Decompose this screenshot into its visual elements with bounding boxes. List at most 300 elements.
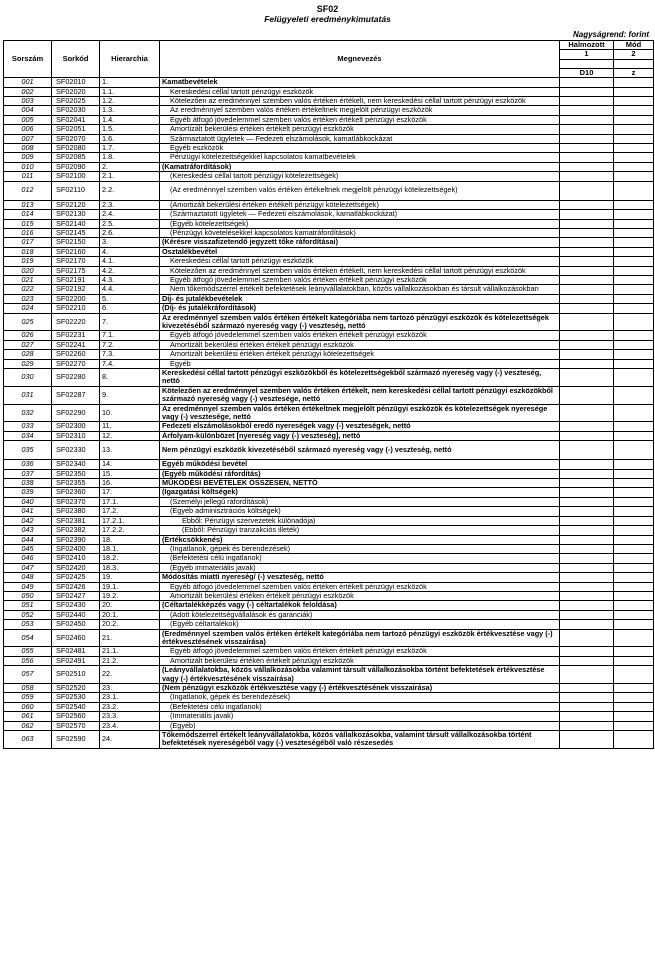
- row-hierarchy: 7.2.: [100, 340, 160, 349]
- row-code: SF02370: [52, 497, 100, 506]
- row-hierarchy: 2.1.: [100, 172, 160, 181]
- row-value-mod: [614, 125, 654, 134]
- row-number: 046: [4, 554, 52, 563]
- row-code: SF02460: [52, 629, 100, 647]
- row-value-halmozott: [560, 535, 614, 544]
- row-value-mod: [614, 153, 654, 162]
- row-code: SF02427: [52, 591, 100, 600]
- row-number: 006: [4, 125, 52, 134]
- row-value-halmozott: [560, 731, 614, 749]
- row-number: 010: [4, 162, 52, 171]
- col-header-megnevezes: Megnevezés: [160, 41, 560, 78]
- row-value-halmozott: [560, 106, 614, 115]
- row-number: 031: [4, 386, 52, 404]
- row-code: SF02170: [52, 257, 100, 266]
- row-code: SF02231: [52, 331, 100, 340]
- row-code: SF02160: [52, 247, 100, 256]
- row-number: 025: [4, 313, 52, 331]
- row-hierarchy: 1.8.: [100, 153, 160, 162]
- table-row: [4, 460, 654, 469]
- row-description: Egyéb átfogó jövedelemmel szemben valós értéken értékelt pénzügyi eszközök: [160, 647, 560, 656]
- row-value-mod: [614, 441, 654, 460]
- row-description: (Céltartalékképzés vagy (-) céltartalékok feloldása): [160, 601, 560, 610]
- row-number: 022: [4, 285, 52, 294]
- row-description: (Díj- és jutalékráfordítások): [160, 304, 560, 313]
- row-number: 056: [4, 656, 52, 665]
- row-code: SF02220: [52, 313, 100, 331]
- row-value-mod: [614, 684, 654, 693]
- table-row: [4, 702, 654, 711]
- table-row: [4, 369, 654, 387]
- row-value-mod: [614, 97, 654, 106]
- row-description: Amortizált bekerülési értéken értékelt pénzügyi kötelezettségek: [160, 350, 560, 359]
- table-row: [4, 610, 654, 619]
- row-value-mod: [614, 647, 654, 656]
- row-number: 045: [4, 544, 52, 553]
- row-hierarchy: 1.6.: [100, 134, 160, 143]
- table-row: [4, 601, 654, 610]
- table-row: [4, 106, 654, 115]
- row-value-halmozott: [560, 488, 614, 497]
- row-code: SF02090: [52, 162, 100, 171]
- row-description: Az eredménnyel szemben valós értéken értékelt kategóriába nem tartozó pénzügyi eszközök és kötelezettségek kivezetéséből származó nyereség vagy (-) veszteség, nettó: [160, 313, 560, 331]
- row-number: 019: [4, 257, 52, 266]
- row-value-halmozott: [560, 294, 614, 303]
- row-hierarchy: 14.: [100, 460, 160, 469]
- row-hierarchy: 6.: [100, 304, 160, 313]
- row-value-mod: [614, 219, 654, 228]
- col-number-halmozott: 1: [560, 50, 614, 59]
- row-hierarchy: 7.3.: [100, 350, 160, 359]
- row-value-halmozott: [560, 431, 614, 440]
- table-row: [4, 386, 654, 404]
- row-description: (Ingatlanok, gépek és berendezések): [160, 544, 560, 553]
- row-code: SF02300: [52, 422, 100, 431]
- row-number: 052: [4, 610, 52, 619]
- row-hierarchy: 19.2.: [100, 591, 160, 600]
- row-value-mod: [614, 422, 654, 431]
- row-description: (Egyéb céltartalékok): [160, 620, 560, 629]
- row-hierarchy: 2.2.: [100, 181, 160, 200]
- row-description: Amortizált bekerülési értéken értékelt pénzügyi eszközök: [160, 340, 560, 349]
- row-value-halmozott: [560, 238, 614, 247]
- row-number: 057: [4, 666, 52, 684]
- row-description: Egyéb eszközök: [160, 144, 560, 153]
- row-number: 012: [4, 181, 52, 200]
- row-number: 059: [4, 693, 52, 702]
- row-description: Kamatbevételek: [160, 78, 560, 87]
- row-value-mod: [614, 544, 654, 553]
- row-hierarchy: 22.: [100, 666, 160, 684]
- row-hierarchy: 17.: [100, 488, 160, 497]
- row-code: SF02020: [52, 87, 100, 96]
- row-hierarchy: 7.1.: [100, 331, 160, 340]
- row-value-halmozott: [560, 200, 614, 209]
- row-value-mod: [614, 460, 654, 469]
- row-value-halmozott: [560, 228, 614, 237]
- row-value-mod: [614, 601, 654, 610]
- col-header-mod: Mód: [614, 41, 654, 50]
- row-hierarchy: 18.: [100, 535, 160, 544]
- row-code: SF02530: [52, 693, 100, 702]
- row-value-halmozott: [560, 601, 614, 610]
- col-code-mod: z: [614, 68, 654, 77]
- row-value-halmozott: [560, 666, 614, 684]
- row-value-mod: [614, 563, 654, 572]
- row-value-halmozott: [560, 422, 614, 431]
- row-code: SF02010: [52, 78, 100, 87]
- row-number: 060: [4, 702, 52, 711]
- row-value-halmozott: [560, 629, 614, 647]
- row-value-halmozott: [560, 479, 614, 488]
- row-code: SF02426: [52, 582, 100, 591]
- row-value-halmozott: [560, 386, 614, 404]
- row-hierarchy: 23.: [100, 684, 160, 693]
- row-value-mod: [614, 591, 654, 600]
- row-hierarchy: 2.4.: [100, 210, 160, 219]
- row-description: Árfolyam-különbözet [nyereség vagy (-) veszteség], nettó: [160, 431, 560, 440]
- row-value-mod: [614, 285, 654, 294]
- row-code: SF02025: [52, 97, 100, 106]
- table-row: [4, 257, 654, 266]
- row-code: SF02381: [52, 516, 100, 525]
- row-description: Kötelezően az eredménnyel szemben valós értéken értékelt, nem kereskedési céllal tartott pénzügyi eszközök: [160, 97, 560, 106]
- table-row: [4, 313, 654, 331]
- row-description: (Kereskedési céllal tartott pénzügyi kötelezettségek): [160, 172, 560, 181]
- row-value-halmozott: [560, 350, 614, 359]
- table-row: [4, 488, 654, 497]
- row-description: Osztalékbevétel: [160, 247, 560, 256]
- row-value-halmozott: [560, 620, 614, 629]
- row-hierarchy: 3.: [100, 238, 160, 247]
- row-value-mod: [614, 162, 654, 171]
- row-number: 023: [4, 294, 52, 303]
- col-header-halmozott: Halmozott: [560, 41, 614, 50]
- row-hierarchy: 12.: [100, 431, 160, 440]
- row-value-halmozott: [560, 247, 614, 256]
- row-number: 027: [4, 340, 52, 349]
- table-row: [4, 573, 654, 582]
- row-value-mod: [614, 144, 654, 153]
- row-hierarchy: 19.1.: [100, 582, 160, 591]
- table-row: [4, 554, 654, 563]
- row-number: 017: [4, 238, 52, 247]
- row-value-mod: [614, 359, 654, 368]
- row-value-mod: [614, 210, 654, 219]
- row-number: 011: [4, 172, 52, 181]
- row-code: SF02140: [52, 219, 100, 228]
- row-value-halmozott: [560, 125, 614, 134]
- row-value-halmozott: [560, 304, 614, 313]
- row-hierarchy: 2.3.: [100, 200, 160, 209]
- row-hierarchy: 20.1.: [100, 610, 160, 619]
- row-code: SF02310: [52, 431, 100, 440]
- row-value-halmozott: [560, 257, 614, 266]
- table-row: [4, 731, 654, 749]
- row-hierarchy: 24.: [100, 731, 160, 749]
- row-value-mod: [614, 497, 654, 506]
- row-description: (Befektetési célú ingatlanok): [160, 702, 560, 711]
- row-value-mod: [614, 200, 654, 209]
- row-hierarchy: 19.: [100, 573, 160, 582]
- row-number: 040: [4, 497, 52, 506]
- row-number: 062: [4, 721, 52, 730]
- row-hierarchy: 1.5.: [100, 125, 160, 134]
- row-number: 037: [4, 469, 52, 478]
- row-value-mod: [614, 712, 654, 721]
- row-value-halmozott: [560, 313, 614, 331]
- table-row: [4, 153, 654, 162]
- table-row: [4, 469, 654, 478]
- row-description: Amortizált bekerülési értéken értékelt pénzügyi eszközök: [160, 656, 560, 665]
- row-description: (Adott kötelezettségvállalások és garanciák): [160, 610, 560, 619]
- row-hierarchy: 16.: [100, 479, 160, 488]
- row-hierarchy: 13.: [100, 441, 160, 460]
- row-hierarchy: 9.: [100, 386, 160, 404]
- table-row: [4, 219, 654, 228]
- row-value-mod: [614, 507, 654, 516]
- row-value-mod: [614, 620, 654, 629]
- table-row: [4, 285, 654, 294]
- row-value-halmozott: [560, 591, 614, 600]
- row-value-mod: [614, 469, 654, 478]
- row-value-mod: [614, 134, 654, 143]
- row-code: SF02145: [52, 228, 100, 237]
- row-hierarchy: 4.3.: [100, 275, 160, 284]
- row-hierarchy: 4.2.: [100, 266, 160, 275]
- row-code: SF02120: [52, 200, 100, 209]
- row-number: 007: [4, 134, 52, 143]
- row-number: 013: [4, 200, 52, 209]
- row-number: 054: [4, 629, 52, 647]
- row-value-mod: [614, 488, 654, 497]
- row-value-halmozott: [560, 573, 614, 582]
- row-code: SF02520: [52, 684, 100, 693]
- report-table: [3, 40, 654, 749]
- row-description: Amortizált bekerülési értéken értékelt pénzügyi eszközök: [160, 125, 560, 134]
- table-row: [4, 134, 654, 143]
- row-hierarchy: 23.1.: [100, 693, 160, 702]
- row-code: SF02030: [52, 106, 100, 115]
- row-hierarchy: 2.6.: [100, 228, 160, 237]
- row-number: 042: [4, 516, 52, 525]
- row-hierarchy: 20.2.: [100, 620, 160, 629]
- row-code: SF02382: [52, 526, 100, 535]
- table-row: [4, 712, 654, 721]
- row-description: Egyéb működési bevétel: [160, 460, 560, 469]
- row-code: SF02340: [52, 460, 100, 469]
- row-hierarchy: 11.: [100, 422, 160, 431]
- row-value-halmozott: [560, 144, 614, 153]
- table-row: [4, 247, 654, 256]
- row-code: SF02150: [52, 238, 100, 247]
- row-description: Kötelezően az eredménnyel szemben valós értéken értékelt, nem kereskedési céllal tartott pénzügyi eszközökből származó nyereség vagy (-) vesztesége, nettó: [160, 386, 560, 404]
- row-hierarchy: 10.: [100, 404, 160, 422]
- row-description: (Az eredménnyel szemben valós értéken értékeltnek megjelölt pénzügyi kötelezettségek): [160, 181, 560, 200]
- table-row: [4, 507, 654, 516]
- row-description: Kereskedési céllal tartott pénzügyi eszközök: [160, 257, 560, 266]
- row-number: 061: [4, 712, 52, 721]
- row-value-mod: [614, 582, 654, 591]
- form-subtitle: Felügyeleti eredménykimutatás: [264, 14, 391, 24]
- row-value-halmozott: [560, 219, 614, 228]
- row-value-halmozott: [560, 266, 614, 275]
- row-number: 050: [4, 591, 52, 600]
- row-value-mod: [614, 87, 654, 96]
- row-description: (Nem pénzügyi eszközök értékvesztése vagy (-) értékvesztésének visszaírása): [160, 684, 560, 693]
- row-value-halmozott: [560, 369, 614, 387]
- table-row: [4, 181, 654, 200]
- row-code: SF02330: [52, 441, 100, 460]
- row-code: SF02570: [52, 721, 100, 730]
- row-description: Az eredménnyel szemben valós értéken értékeltnek megjelölt pénzügyi eszközök és kötelezettségek nyeresége vagy (-) vesztesége, nettó: [160, 404, 560, 422]
- row-hierarchy: 18.1.: [100, 544, 160, 553]
- row-hierarchy: 17.2.2.: [100, 526, 160, 535]
- row-description: (Amortizált bekerülési értéken értékelt pénzügyi kötelezettségek): [160, 200, 560, 209]
- row-code: SF02400: [52, 544, 100, 553]
- table-row: [4, 479, 654, 488]
- row-code: SF02260: [52, 350, 100, 359]
- table-row: [4, 526, 654, 535]
- table-row: [4, 544, 654, 553]
- row-value-halmozott: [560, 162, 614, 171]
- row-value-mod: [614, 275, 654, 284]
- row-value-halmozott: [560, 610, 614, 619]
- row-description: Kötelezően az eredménnyel szemben valós értéken értékelt, nem kereskedési céllal tartott pénzügyi eszközök: [160, 266, 560, 275]
- row-number: 038: [4, 479, 52, 488]
- row-value-mod: [614, 573, 654, 582]
- row-code: SF02540: [52, 702, 100, 711]
- row-code: SF02210: [52, 304, 100, 313]
- row-value-halmozott: [560, 210, 614, 219]
- col-header-sorszam: Sorszám: [4, 41, 52, 78]
- row-description: (Egyéb immateriális javak): [160, 563, 560, 572]
- table-row: [4, 238, 654, 247]
- table-row: [4, 331, 654, 340]
- row-number: 063: [4, 731, 52, 749]
- row-description: (Személyi jellegű ráfordítások): [160, 497, 560, 506]
- row-number: 051: [4, 601, 52, 610]
- row-number: 015: [4, 219, 52, 228]
- row-code: SF02287: [52, 386, 100, 404]
- row-value-halmozott: [560, 693, 614, 702]
- row-hierarchy: 4.: [100, 247, 160, 256]
- row-value-halmozott: [560, 497, 614, 506]
- row-code: SF02085: [52, 153, 100, 162]
- table-row: [4, 422, 654, 431]
- row-description: MŰKÖDÉSI BEVÉTELEK ÖSSZESEN, NETTÓ: [160, 479, 560, 488]
- row-hierarchy: 21.1.: [100, 647, 160, 656]
- row-number: 026: [4, 331, 52, 340]
- row-hierarchy: 1.3.: [100, 106, 160, 115]
- row-value-mod: [614, 526, 654, 535]
- row-code: SF02560: [52, 712, 100, 721]
- row-number: 020: [4, 266, 52, 275]
- row-hierarchy: 1.2.: [100, 97, 160, 106]
- table-row: [4, 78, 654, 87]
- row-value-halmozott: [560, 87, 614, 96]
- row-code: SF02290: [52, 404, 100, 422]
- row-code: SF02070: [52, 134, 100, 143]
- row-hierarchy: 7.4.: [100, 359, 160, 368]
- row-description: Pénzügyi kötelezettségekkel kapcsolatos kamatbevételek: [160, 153, 560, 162]
- col-header-hierarchia: Hierarchia: [100, 41, 160, 78]
- row-code: SF02430: [52, 601, 100, 610]
- table-row: [4, 294, 654, 303]
- row-description: (Immateriális javak): [160, 712, 560, 721]
- row-hierarchy: 17.1.: [100, 497, 160, 506]
- row-description: Tőkemódszerrel értékelt leányvállalatokba, közös vállalkozásokba, valamint társult vállalkozásokba történt befektetések nyereségéből vagy (-) veszteségéből való részesedés: [160, 731, 560, 749]
- row-description: Egyéb átfogó jövedelemmel szemben valós értéken értékelt pénzügyi eszközök: [160, 582, 560, 591]
- row-number: 014: [4, 210, 52, 219]
- row-code: SF02280: [52, 369, 100, 387]
- row-hierarchy: 1.7.: [100, 144, 160, 153]
- row-value-mod: [614, 266, 654, 275]
- row-number: 049: [4, 582, 52, 591]
- row-value-mod: [614, 721, 654, 730]
- row-code: SF02390: [52, 535, 100, 544]
- row-value-mod: [614, 115, 654, 124]
- row-value-mod: [614, 313, 654, 331]
- row-hierarchy: 20.: [100, 601, 160, 610]
- row-code: SF02200: [52, 294, 100, 303]
- row-number: 008: [4, 144, 52, 153]
- row-hierarchy: 17.2.: [100, 507, 160, 516]
- row-value-mod: [614, 304, 654, 313]
- row-number: 032: [4, 404, 52, 422]
- row-hierarchy: 1.: [100, 78, 160, 87]
- row-code: SF02360: [52, 488, 100, 497]
- row-number: 029: [4, 359, 52, 368]
- row-number: 021: [4, 275, 52, 284]
- row-value-mod: [614, 78, 654, 87]
- row-value-mod: [614, 702, 654, 711]
- row-value-mod: [614, 350, 654, 359]
- col-number-mod: 2: [614, 50, 654, 59]
- row-value-halmozott: [560, 721, 614, 730]
- row-number: 009: [4, 153, 52, 162]
- row-number: 003: [4, 97, 52, 106]
- row-description: Az eredménnyel szemben valós értéken értékeltnek megjelölt pénzügyi eszközök: [160, 106, 560, 115]
- row-number: 016: [4, 228, 52, 237]
- row-description: Egyéb átfogó jövedelemmel szemben valós értéken értékelt pénzügyi eszközök: [160, 115, 560, 124]
- form-code: SF02: [316, 4, 339, 14]
- row-value-halmozott: [560, 441, 614, 460]
- table-row: [4, 666, 654, 684]
- row-number: 028: [4, 350, 52, 359]
- row-value-halmozott: [560, 647, 614, 656]
- row-description: Módosítás miatti nyereség/ (-) veszteség, nettó: [160, 573, 560, 582]
- row-value-mod: [614, 247, 654, 256]
- table-row: [4, 516, 654, 525]
- table-row: [4, 350, 654, 359]
- row-hierarchy: 1.4.: [100, 115, 160, 124]
- row-number: 001: [4, 78, 52, 87]
- row-value-halmozott: [560, 702, 614, 711]
- row-value-mod: [614, 404, 654, 422]
- row-description: Díj- és jutalékbevételek: [160, 294, 560, 303]
- row-value-mod: [614, 731, 654, 749]
- row-hierarchy: 18.3.: [100, 563, 160, 572]
- row-number: 018: [4, 247, 52, 256]
- row-value-halmozott: [560, 172, 614, 181]
- row-number: 044: [4, 535, 52, 544]
- row-value-mod: [614, 181, 654, 200]
- row-value-mod: [614, 172, 654, 181]
- row-code: SF02450: [52, 620, 100, 629]
- table-row: [4, 431, 654, 440]
- row-hierarchy: 23.3.: [100, 712, 160, 721]
